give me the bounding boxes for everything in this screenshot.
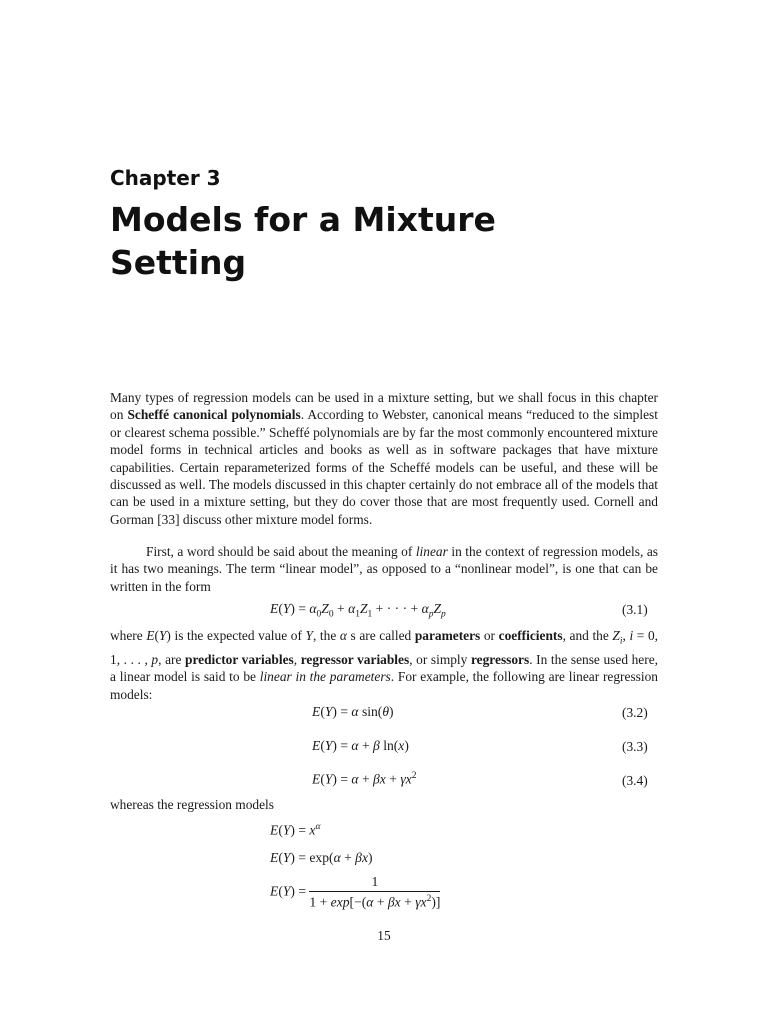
chapter-label: Chapter 3 [110, 166, 221, 190]
equation-3-1: $E(Y) = \alpha_0Z_0 + \alpha_1Z_1$ + · · · + $\alpha_pZ_p$ [270, 601, 446, 620]
paragraph-parameters: where E(Y) is the expected value of Y, the α s are called parameters or coefficients, and the $Z_i$, i = 0, 1, . . . , p, are predictor variables, regressor variables, or simply regressors. In the sense used here, a linear model is said to be linear in the parameters. For example, the following are linear regression models: [110, 628, 659, 702]
equation-3-3: E(Y) = α + β ln(x) [312, 738, 409, 753]
page-number: 15 [377, 928, 391, 943]
nonlinear-equation-power: $E(Y) = x^\alpha$ [270, 822, 321, 838]
equation-number: (3.4) [622, 773, 648, 788]
paragraph-nonlinear-intro: whereas the regression models [110, 797, 274, 812]
term-parameters: parameters [414, 628, 481, 643]
equation-number: (3.3) [622, 739, 648, 754]
equation-number: (3.1) [622, 602, 648, 617]
term-coefficients: coefficients [498, 628, 563, 643]
term-regressors: regressors [470, 652, 530, 668]
term-scheffe-canonical-polynomials: Scheffé canonical polynomials [127, 407, 301, 423]
equation-3-4: $E(Y) = \alpha + \beta x + \gamma x^2$ [312, 771, 417, 787]
nonlinear-equation-exp: E(Y) = exp(α + βx) [270, 850, 373, 865]
fraction: $\frac{1}{1 + \exp[-(\alpha + \beta x + \gamma x^2)]}$ [309, 874, 441, 910]
chapter-title: Models for a Mixture Setting [110, 200, 496, 282]
equation-number: (3.2) [622, 705, 648, 720]
term-predictor-variables: predictor variables [185, 652, 294, 668]
term-regressor-variables: regressor variables [300, 652, 410, 668]
nonlinear-equation-logistic: E(Y) = $\frac{1}{1 + \exp[-(\alpha + \beta x + \gamma x^2)]}$ [270, 874, 441, 910]
paragraph-intro: Many types of regression models can be used in a mixture setting, but we shall focus in this chapter on Scheffé canonical polynomials. According to Webster, canonical means “reduced to the simplest or clearest schema possible.” Scheffé polynomials are by far the most commonly encountered mixture model forms in technical articles and books as well as in software packages that have mixture capabilities. Certain reparameterized forms of the Scheffé models can be useful, and these will be discussed as well. The models discussed in this chapter certainly do not embrace all of the models that can be used in a mixture setting, but they do cover those that are most frequently used. Cornell and Gorman [33] discuss other mixture model forms. [110, 390, 658, 527]
paragraph-linear-meaning: First, a word should be said about the meaning of linear in the context of regression models, as it has two meanings. The term “linear model”, as opposed to a “nonlinear model”, is one that can be written in the form [110, 544, 658, 594]
equation-3-2: E(Y) = α sin(θ) [312, 704, 394, 719]
